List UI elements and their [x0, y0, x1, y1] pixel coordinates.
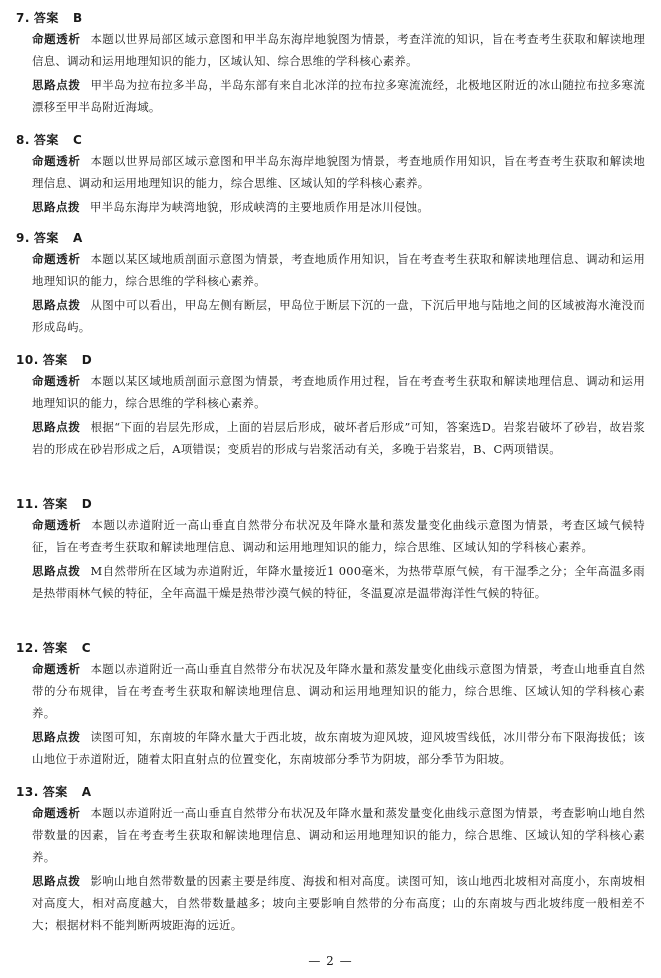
hint-label: 思路点拨	[32, 200, 80, 214]
analysis-label: 命题透析	[32, 806, 81, 820]
question-number: 8.	[16, 133, 30, 147]
analysis-paragraph	[32, 658, 645, 724]
analysis-paragraph	[32, 150, 645, 194]
hint-text: M自然带所在区域为赤道附近，年降水量接近1 000毫米，为热带草原气候，有干湿季之分；全年高温多雨是热带雨林气候的特征，全年高温干燥是热带沙漠气候的特征，冬温夏凉是温带海洋性气候的特征。	[32, 564, 645, 600]
hint-label: 思路点拨	[32, 298, 81, 312]
answer-letter: B	[72, 11, 83, 25]
hint-label: 思路点拨	[32, 730, 81, 744]
analysis-text: 本题以世界局部区域示意图和甲半岛东海岸地貌图为情景，考查洋流的知识，旨在考查考生获取和解读地理信息、调动和运用地理知识的能力，区域认知、综合思维的学科核心素养。	[32, 32, 646, 68]
analysis-label: 命题透析	[32, 154, 81, 168]
answer-line	[16, 640, 645, 656]
analysis-text: 本题以某区域地质剖面示意图为情景，考查地质作用过程，旨在考查考生获取和解读地理信息、调动和运用地理知识的能力，综合思维的学科核心素养。	[32, 374, 646, 410]
analysis-paragraph	[32, 28, 645, 72]
question-number: 13.	[16, 785, 39, 799]
analysis-text: 本题以世界局部区域示意图和甲半岛东海岸地貌图为情景，考查地质作用知识，旨在考查考生获取和解读地理信息、调动和运用地理知识的能力，综合思维、区域认知的学科核心素养。	[32, 154, 646, 190]
question-13	[16, 784, 645, 936]
answer-letter: A	[72, 231, 83, 245]
analysis-paragraph	[32, 802, 645, 868]
answer-word: 答案	[42, 785, 68, 799]
analysis-paragraph	[32, 248, 645, 292]
hint-text: 甲半岛东海岸为峡湾地貌，形成峡湾的主要地质作用是冰川侵蚀。	[90, 200, 430, 214]
answer-line	[16, 10, 645, 26]
hint-paragraph	[32, 416, 645, 460]
hint-label: 思路点拨	[32, 874, 81, 888]
answer-line	[16, 496, 645, 512]
answer-word: 答案	[33, 231, 59, 245]
question-8	[16, 132, 645, 218]
question-number: 7.	[16, 11, 30, 25]
hint-text: 读图可知，东南坡的年降水量大于西北坡，故东南坡为迎风坡，迎风坡雪线低，冰川带分布下限海拔低；该山地位于赤道附近，随着太阳直射点的位置变化，东南坡部分季节为阴坡，部分季节为阳坡。	[32, 730, 646, 766]
analysis-text: 本题以赤道附近一高山垂直自然带分布状况及年降水量和蒸发量变化曲线示意图为情景，考查区域气候特征，旨在考查考生获取和解读地理信息、调动和运用地理知识的能力，综合思维、区域认知的学科核心素养。	[32, 518, 645, 554]
answer-word: 答案	[33, 11, 59, 25]
hint-paragraph	[32, 294, 645, 338]
analysis-label: 命题透析	[32, 374, 81, 388]
answer-word: 答案	[42, 497, 68, 511]
analysis-paragraph	[32, 370, 645, 414]
answer-letter: D	[81, 353, 93, 367]
question-number: 12.	[16, 641, 39, 655]
question-11	[16, 496, 645, 604]
question-12	[16, 640, 645, 770]
analysis-text: 本题以某区域地质剖面示意图为情景，考查地质作用知识，旨在考查考生获取和解读地理信息、调动和运用地理知识的能力，综合思维的学科核心素养。	[32, 252, 646, 288]
hint-paragraph	[32, 196, 645, 218]
answer-line	[16, 784, 645, 800]
answer-word: 答案	[42, 353, 68, 367]
answer-line	[16, 352, 645, 368]
answer-letter: D	[81, 497, 93, 511]
question-number: 10.	[16, 353, 39, 367]
answer-letter: C	[72, 133, 83, 147]
question-7	[16, 10, 645, 118]
analysis-label: 命题透析	[32, 32, 81, 46]
question-9	[16, 230, 645, 338]
hint-paragraph	[32, 560, 645, 604]
question-number: 11.	[16, 497, 39, 511]
hint-paragraph	[32, 870, 645, 936]
hint-text: 影响山地自然带数量的因素主要是纬度、海拔和相对高度。读图可知，该山地西北坡相对高度小，东南坡相对高度大，相对高度越大，自然带数量越多；坡向主要影响自然带的分布高度；山的东南坡与西北坡纬度一般相差不大；根据材料不能判断两坡距海的远近。	[32, 874, 646, 932]
analysis-text: 本题以赤道附近一高山垂直自然带分布状况及年降水量和蒸发量变化曲线示意图为情景，考查山地垂直自然带的分布规律，旨在考查考生获取和解读地理信息、调动和运用地理知识的能力，综合思维、区域认知的学科核心素养。	[32, 662, 646, 720]
analysis-paragraph	[32, 514, 645, 558]
answer-letter: C	[81, 641, 92, 655]
hint-paragraph	[32, 74, 645, 118]
question-number: 9.	[16, 231, 30, 245]
hint-text: 甲半岛为拉布拉多半岛，半岛东部有来自北冰洋的拉布拉多寒流流经，北极地区附近的冰山随拉布拉多寒流漂移至甲半岛附近海域。	[32, 78, 646, 114]
hint-paragraph	[32, 726, 645, 770]
hint-label: 思路点拨	[32, 420, 81, 434]
question-10	[16, 352, 645, 460]
hint-label: 思路点拨	[32, 78, 81, 92]
answer-word: 答案	[33, 133, 59, 147]
answer-letter: A	[81, 785, 92, 799]
analysis-label: 命题透析	[32, 518, 82, 532]
answer-line	[16, 132, 645, 148]
page-number: — 2 —	[308, 954, 353, 968]
hint-text: 根据“下面的岩层先形成，上面的岩层后形成，破坏者后形成”可知，答案选D。岩浆岩破坏了砂岩，故岩浆岩的形成在砂岩形成之后，A项错误；变质岩的形成与岩浆活动有关，多晚于岩浆岩，B、C两项错误。	[32, 420, 646, 456]
hint-label: 思路点拨	[32, 564, 81, 578]
analysis-text: 本题以赤道附近一高山垂直自然带分布状况及年降水量和蒸发量变化曲线示意图为情景，考查影响山地自然带数量的因素，旨在考查考生获取和解读地理信息、调动和运用地理知识的能力，综合思维、区域认知的学科核心素养。	[32, 806, 646, 864]
analysis-label: 命题透析	[32, 252, 81, 266]
analysis-label: 命题透析	[32, 662, 81, 676]
hint-text: 从图中可以看出，甲岛左侧有断层，甲岛位于断层下沉的一盘，下沉后甲地与陆地之间的区域被海水淹没而形成岛屿。	[32, 298, 646, 334]
answer-word: 答案	[42, 641, 68, 655]
answer-line	[16, 230, 645, 246]
